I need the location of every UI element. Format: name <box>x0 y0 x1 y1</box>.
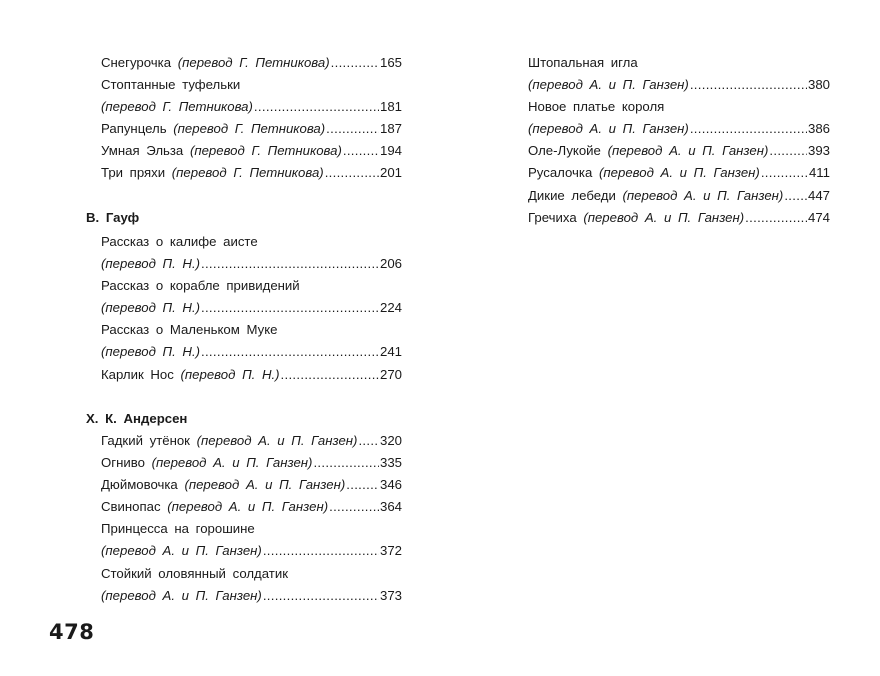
leader-dots <box>254 96 379 118</box>
toc-entry-page: 241 <box>379 344 402 360</box>
toc-entry-continuation <box>101 341 402 363</box>
leader-dots <box>263 540 379 562</box>
toc-entry-translator: (перевод А. и П. Ганзен) <box>528 121 689 137</box>
page-number: 478 <box>49 620 95 644</box>
toc-entry-title: Умная Эльза <box>101 143 184 159</box>
toc-entry-title: Дюймовочка <box>101 477 178 493</box>
leader-dots <box>358 430 379 452</box>
toc-entry-kalif-aist <box>101 231 402 253</box>
toc-entry-continuation <box>101 585 402 607</box>
toc-left-column <box>101 52 402 185</box>
toc-entry-continuation <box>528 118 830 140</box>
toc-entry-printsessa-na-goroshine <box>101 518 402 540</box>
toc-entry-ognivo <box>101 452 402 474</box>
toc-entry-page: 320 <box>379 433 402 448</box>
toc-entry-translator: (перевод П. Н.) <box>101 344 200 360</box>
toc-entry-page: 224 <box>379 300 402 316</box>
leader-dots <box>201 341 379 363</box>
toc-right-column <box>528 52 830 229</box>
toc-entry-translator: (перевод А. и П. Ганзен) <box>167 499 329 515</box>
toc-entry-dikie-lebedi <box>528 185 830 207</box>
toc-entry-dyuymovochka <box>101 474 402 496</box>
leader-dots <box>263 585 379 607</box>
toc-entry-translator: (перевод А. и П. Ганзен) <box>599 165 760 181</box>
toc-entry-title: Рассказ о Маленьком Муке <box>101 322 278 338</box>
toc-entry-title: Огниво <box>101 455 145 471</box>
toc-entry-translator: (перевод П. Н.) <box>180 366 280 382</box>
leader-dots <box>745 207 807 229</box>
toc-entry-page: 194 <box>379 143 402 159</box>
leader-dots <box>761 162 808 184</box>
toc-entry-title: Три пряхи <box>101 165 166 181</box>
toc-entry-continuation <box>101 297 402 319</box>
toc-entry-page: 201 <box>379 165 402 181</box>
toc-entry-korabl-privideniy <box>101 275 402 297</box>
toc-entry-stoykiy-soldatik <box>101 563 402 585</box>
toc-entry-grechikha <box>528 207 830 229</box>
toc-entry-translator: (перевод А. и П. Ганзен) <box>184 477 346 493</box>
toc-andersen-section <box>101 430 402 607</box>
toc-entry-page: 364 <box>379 499 402 515</box>
leader-dots <box>346 474 379 496</box>
leader-dots <box>201 253 379 275</box>
author-heading-hauff: В. Гауф <box>86 210 140 225</box>
toc-entry-translator: (перевод П. Н.) <box>101 300 200 316</box>
toc-entry-translator: (перевод П. Н.) <box>101 256 200 272</box>
toc-entry-translator: (перевод А. и П. Ганзен) <box>528 77 689 93</box>
toc-entry-rusalochka <box>528 162 830 184</box>
toc-entry-page: 187 <box>379 121 402 137</box>
toc-entry-page: 165 <box>379 55 402 70</box>
toc-entry-translator: (перевод Г. Петникова) <box>189 143 342 159</box>
toc-entry-page: 373 <box>379 587 402 603</box>
leader-dots <box>325 162 379 184</box>
toc-entry-title: Рапунцель <box>101 121 167 137</box>
leader-dots <box>769 140 807 162</box>
toc-entry-karlik-nos <box>101 364 402 386</box>
toc-entry-page: 474 <box>807 209 830 225</box>
toc-entry-malenkiy-muk <box>101 319 402 341</box>
toc-entry-gadkiy-utyonok <box>101 430 402 452</box>
toc-entry-page: 335 <box>379 455 402 471</box>
toc-entry-title: Стойкий оловянный солдатик <box>101 565 288 581</box>
leader-dots <box>784 185 807 207</box>
toc-entry-title: Русалочка <box>528 165 593 181</box>
toc-entry-title: Гадкий утёнок <box>101 433 190 448</box>
toc-entry-rapuntsel <box>101 118 402 140</box>
toc-entry-continuation <box>101 96 402 118</box>
toc-entry-translator: (перевод А. и П. Ганзен) <box>607 143 769 159</box>
toc-entry-translator: (перевод А. и П. Ганзен) <box>151 455 313 471</box>
toc-entry-translator: (перевод Г. Петникова) <box>177 55 330 70</box>
toc-entry-page: 380 <box>807 77 830 93</box>
toc-entry-title: Дикие лебеди <box>528 187 616 203</box>
toc-entry-stoptannye-tufelki <box>101 74 402 96</box>
toc-entry-title: Рассказ о калифе аисте <box>101 234 258 249</box>
leader-dots <box>690 74 807 96</box>
toc-entry-translator: (перевод А. и П. Ганзен) <box>583 209 745 225</box>
leader-dots <box>313 452 379 474</box>
toc-entry-translator: (перевод Г. Петникова) <box>101 99 253 115</box>
toc-entry-page: 447 <box>807 187 830 203</box>
toc-entry-translator: (перевод А. и П. Ганзен) <box>622 187 784 203</box>
toc-entry-continuation <box>101 253 402 275</box>
leader-dots <box>343 140 379 162</box>
toc-entry-page: 181 <box>379 99 402 115</box>
toc-entry-page: 386 <box>807 121 830 137</box>
toc-entry-snegurochka <box>101 52 402 74</box>
toc-entry-title: Карлик Нос <box>101 366 174 382</box>
toc-hauff-section <box>101 231 402 386</box>
toc-entry-title: Штопальная игла <box>528 55 638 70</box>
leader-dots <box>329 496 379 518</box>
toc-entry-title: Гречиха <box>528 209 577 225</box>
toc-entry-title: Оле-Лукойе <box>528 143 601 159</box>
toc-entry-title: Стоптанные туфельки <box>101 77 241 93</box>
toc-entry-translator: (перевод Г. Петникова) <box>173 121 326 137</box>
leader-dots <box>690 118 807 140</box>
toc-entry-umnaya-elza <box>101 140 402 162</box>
toc-entry-translator: (перевод А. и П. Ганзен) <box>101 543 262 559</box>
toc-entry-continuation <box>528 74 830 96</box>
toc-entry-svinopas <box>101 496 402 518</box>
toc-entry-page: 346 <box>379 477 402 493</box>
toc-entry-translator: (перевод А. и П. Ганзен) <box>196 433 358 448</box>
toc-entry-title: Принцесса на горошине <box>101 521 255 537</box>
toc-entry-title: Новое платье короля <box>528 99 665 115</box>
toc-entry-title: Снегурочка <box>101 55 172 70</box>
toc-entry-page: 411 <box>808 165 830 181</box>
toc-entry-tri-pryakhi <box>101 162 402 184</box>
toc-entry-continuation <box>101 540 402 562</box>
toc-entry-translator: (перевод А. и П. Ганзен) <box>101 587 262 603</box>
toc-entry-page: 270 <box>379 366 402 382</box>
leader-dots <box>201 297 379 319</box>
toc-entry-page: 372 <box>379 543 402 559</box>
toc-entry-translator: (перевод Г. Петникова) <box>171 165 324 181</box>
toc-entry-shtopalnaya-igla <box>528 52 830 74</box>
toc-entry-page: 206 <box>379 256 402 272</box>
toc-entry-page: 393 <box>807 143 830 159</box>
leader-dots <box>281 364 379 386</box>
toc-entry-ole-lukoye <box>528 140 830 162</box>
toc-entry-title: Свинопас <box>101 499 161 515</box>
author-heading-andersen: Х. К. Андерсен <box>86 411 188 426</box>
leader-dots <box>326 118 379 140</box>
leader-dots <box>331 52 379 74</box>
toc-entry-title: Рассказ о корабле привидений <box>101 278 300 294</box>
toc-entry-novoe-platye-korolya <box>528 96 830 118</box>
